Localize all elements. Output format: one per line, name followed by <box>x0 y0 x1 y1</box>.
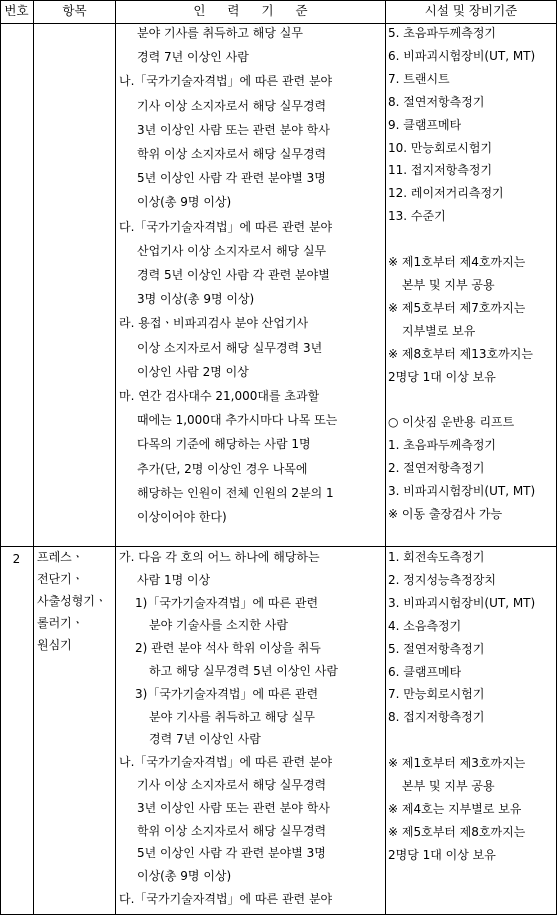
row1-staff-line: 이상인 사람 2명 이상 <box>137 364 249 379</box>
row2-staff-line: 3년 이상인 사람 또는 관련 분야 학사 <box>137 800 330 815</box>
column-divider-staff <box>385 0 386 915</box>
row2-staff-line: 2) 관련 분야 석사 학위 이상을 취득 <box>135 641 321 656</box>
row1-equipment-line: 8. 절연저항측정기 <box>388 94 485 109</box>
table-header-divider <box>0 23 557 24</box>
row1-staff-line: 다목의 기준에 해당하는 사람 1명 <box>137 437 311 452</box>
row1-equipment-line: 10. 만능회로시험기 <box>388 140 493 155</box>
table-row-divider <box>0 546 557 547</box>
row2-item-line: 프레스ㆍ <box>37 550 84 564</box>
row1-equipment-line: ※ 제8호부터 제13호까지는 <box>388 346 533 361</box>
row1-equipment-line: 5. 초음파두께측정기 <box>388 26 497 40</box>
row1-equipment-line: ○ 이삿짐 운반용 리프트 <box>388 415 515 430</box>
row1-staff-line: 라. 용접ㆍ비파괴검사 분야 산업기사 <box>119 316 309 331</box>
row1-equipment-line: 3. 비파괴시험장비(UT, MT) <box>388 484 536 498</box>
row1-staff-line: 경력 5년 이상인 사람 각 관련 분야별 <box>137 268 330 282</box>
row2-equipment-line: 4. 소음측정기 <box>388 618 462 633</box>
row2-staff-line: 다.「국가기술자격법」에 따른 관련 분야 <box>119 892 333 906</box>
row1-staff-line: 기사 이상 소지자로서 해당 실무경력 <box>137 98 327 113</box>
row2-item-line: 롤러기ㆍ <box>37 615 84 630</box>
row2-number: 2 <box>12 552 21 566</box>
row2-equipment-line: 1. 회전속도측정기 <box>388 550 485 564</box>
row2-equipment-line: 6. 클램프메타 <box>388 664 462 679</box>
row1-equipment-line: ※ 제1호부터 제4호까지는 <box>388 255 526 269</box>
row1-staff-line: 이상 소지자로서 해당 실무경력 3년 <box>137 340 323 355</box>
table-border-left <box>0 0 1 915</box>
row1-staff-line: 학위 이상 소지자로서 해당 실무경력 <box>137 147 327 161</box>
row1-staff-line: 다.「국가기술자격법」에 따른 관련 분야 <box>119 219 333 234</box>
row1-equipment-line: 9. 클램프메타 <box>388 117 462 132</box>
row2-equipment-line: 8. 접지저항측정기 <box>388 710 485 725</box>
row1-equipment-line: ※ 제5호부터 제7호까지는 <box>388 300 526 315</box>
row1-equipment-line: 2명당 1대 이상 보유 <box>388 369 496 384</box>
row1-staff-line: 때에는 1,000대 추가시마다 나목 또는 <box>137 413 338 428</box>
row1-staff-line: 해당하는 인원이 전체 인원의 2분의 1 <box>137 485 334 500</box>
row2-staff-line: 이상(총 9명 이상) <box>137 869 232 884</box>
header-no: 번호 <box>4 3 29 18</box>
row2-staff-line: 기사 이상 소지자로서 해당 실무경력 <box>137 778 327 792</box>
row2-equipment-line: ※ 제5호부터 제8호까지는 <box>388 824 526 839</box>
row2-staff-line: 하고 해당 실무경력 5년 이상인 사람 <box>149 664 338 678</box>
row1-staff-line: 5년 이상인 사람 각 관련 분야별 3명 <box>137 171 326 186</box>
row1-staff-line: 나.「국가기술자격법」에 따른 관련 분야 <box>119 74 333 89</box>
row1-equipment-line: 13. 수준기 <box>388 209 446 224</box>
row1-equipment-line: 1. 초음파두께측정기 <box>388 438 497 453</box>
row1-staff-line: 분야 기사를 취득하고 해당 실무 <box>137 26 303 40</box>
row2-staff-line: 경력 7년 이상인 사람 <box>149 732 261 747</box>
header-item: 항목 <box>62 3 87 18</box>
column-divider-no <box>33 0 34 915</box>
header-staff-criteria: 인 력 기 준 <box>193 3 308 18</box>
row2-staff-line: 나.「국가기술자격법」에 따른 관련 분야 <box>119 755 333 770</box>
row2-staff-line: 학위 이상 소지자로서 해당 실무경력 <box>137 823 327 838</box>
row2-equipment-line: 5. 절연저항측정기 <box>388 641 485 656</box>
row2-equipment-line: 본부 및 지부 공용 <box>402 779 495 793</box>
row2-staff-line: 가. 다음 각 호의 어느 하나에 해당하는 <box>119 550 320 564</box>
table-border-top <box>0 0 557 1</box>
row2-staff-line: 분야 기사를 취득하고 해당 실무 <box>149 709 315 724</box>
header-equipment-criteria: 시설 및 장비기준 <box>424 3 518 18</box>
row1-staff-line: 3년 이상인 사람 또는 관련 분야 학사 <box>137 122 330 137</box>
row1-equipment-line: 7. 트랜시트 <box>388 71 450 86</box>
row2-equipment-line: 7. 만능회로시험기 <box>388 687 485 702</box>
row2-equipment-line: ※ 제1호부터 제3호까지는 <box>388 756 526 771</box>
row2-staff-line: 3)「국가기술자격법」에 따른 관련 <box>135 686 319 701</box>
row1-equipment-line: 본부 및 지부 공용 <box>402 277 495 292</box>
row1-staff-line: 마. 연간 검사대수 21,000대를 초과할 <box>119 389 320 403</box>
row2-equipment-line: ※ 제4호는 지부별로 보유 <box>388 801 522 816</box>
row2-equipment-line: 2. 정지성능측정장치 <box>388 572 497 587</box>
row1-equipment-line: 6. 비파괴시험장비(UT, MT) <box>388 48 536 63</box>
row2-staff-line: 5년 이상인 사람 각 관련 분야별 3명 <box>137 846 326 861</box>
row1-staff-line: 이상(총 9명 이상) <box>137 195 232 210</box>
row2-equipment-line: 2명당 1대 이상 보유 <box>388 847 496 862</box>
row2-staff-line: 사람 1명 이상 <box>137 572 211 587</box>
row2-staff-line: 1)「국가기술자격법」에 따른 관련 <box>135 595 319 610</box>
row1-staff-line: 산업기사 이상 소지자로서 해당 실무 <box>137 243 327 258</box>
row1-equipment-line: 12. 레이저거리측정기 <box>388 186 504 201</box>
row2-item-line: 원심기 <box>37 637 72 652</box>
row2-staff-line: 분야 기술사를 소지한 사람 <box>149 618 288 633</box>
row1-staff-line: 추가(단, 2명 이상인 경우 나목에 <box>137 461 308 476</box>
row1-staff-line: 3명 이상(총 9명 이상) <box>137 292 255 307</box>
row2-equipment-line: 3. 비파괴시험장비(UT, MT) <box>388 595 536 610</box>
column-divider-item <box>115 0 116 915</box>
row1-equipment-line: 2. 절연저항측정기 <box>388 461 485 476</box>
row1-equipment-line: 11. 접지저항측정기 <box>388 163 493 178</box>
row2-item-line: 사출성형기ㆍ <box>37 593 107 608</box>
row1-staff-line: 경력 7년 이상인 사람 <box>137 50 249 65</box>
row1-equipment-line: ※ 이동 출장검사 가능 <box>388 506 503 521</box>
row1-staff-line: 이상이어야 한다) <box>137 510 227 524</box>
row2-item-line: 전단기ㆍ <box>37 571 84 586</box>
row1-equipment-line: 지부별로 보유 <box>402 323 476 338</box>
